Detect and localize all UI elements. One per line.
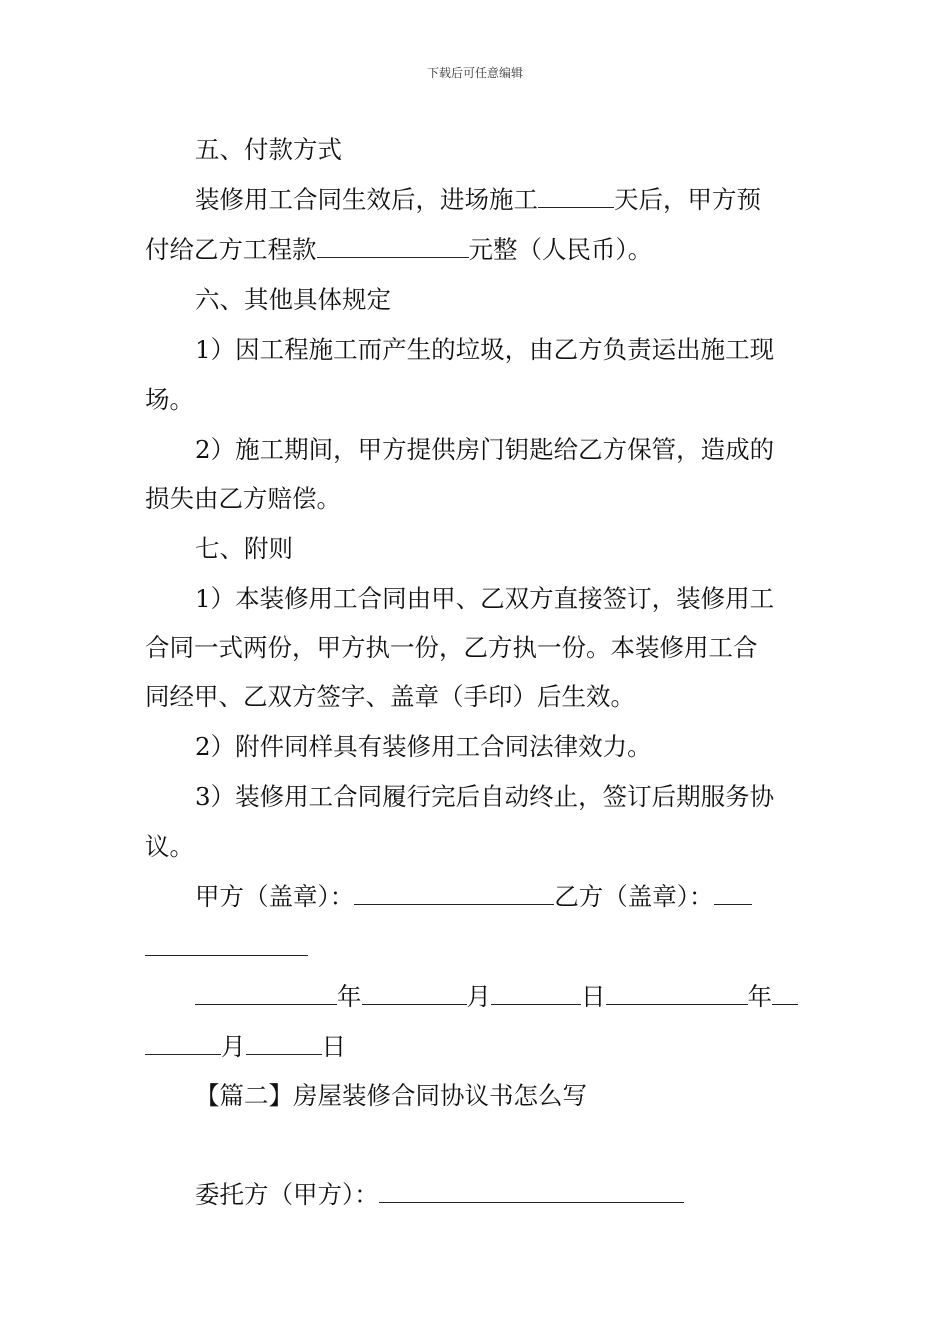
paragraph-appendix-3-line1: 3）装修用工合同履行完后自动终止，签订后期服务协 [195,782,775,811]
date-blank [246,1032,322,1055]
part-2-heading: 【篇二】房屋装修合同协议书怎么写 [195,1081,587,1110]
date-blank [145,1032,221,1055]
date-blank [195,982,337,1005]
date-blank [772,982,798,1005]
paragraph-appendix-1-line2: 合同一式两份，甲方执一份，乙方执一份。本装修用工合 [145,633,758,662]
client-blank [379,1180,684,1203]
party-a-label: 甲方（盖章）： [195,882,355,911]
party-b-label: 乙方（盖章）： [554,882,714,911]
date-blank [491,982,581,1005]
paragraph-payment-line2 [145,233,652,267]
paragraph-appendix-2: 2）附件同样具有装修用工合同法律效力。 [195,732,652,761]
month-label: 月 [466,982,491,1011]
section-6-title: 六、其他具体规定 [195,285,391,314]
signature-line [195,880,752,914]
year-label: 年 [747,982,772,1011]
day-label: 日 [581,982,606,1011]
date-line-1 [195,980,798,1014]
client-line [195,1178,684,1212]
client-label: 委托方（甲方）： [195,1180,379,1209]
month-label: 月 [221,1032,246,1061]
party-a-blank [354,882,554,905]
year-label: 年 [337,982,362,1011]
paragraph-appendix-1-line3: 同经甲、乙双方签字、盖章（手印）后生效。 [145,682,635,711]
date-blank [362,982,467,1005]
section-7-title: 七、附则 [195,534,293,563]
paragraph-text: 装修用工合同生效后，进场施工 [195,185,538,214]
paragraph-rule-2-line2: 损失由乙方赔偿。 [145,484,341,513]
paragraph-text: 天后，甲方预 [614,185,761,214]
paragraph-text: 付给乙方工程款 [145,235,317,264]
date-line-2 [145,1030,346,1064]
day-label: 日 [321,1032,346,1061]
page-header: 下载后可任意编辑 [426,66,523,80]
paragraph-appendix-1-line1: 1）本装修用工合同由甲、乙双方直接签订，装修用工 [195,584,775,613]
paragraph-rule-1-line1: 1）因工程施工而产生的垃圾，由乙方负责运出施工现 [195,335,775,364]
paragraph-appendix-3-line2: 议。 [145,832,194,861]
paragraph-rule-2-line1: 2）施工期间，甲方提供房门钥匙给乙方保管，造成的 [195,435,775,464]
section-5-title: 五、付款方式 [195,135,342,164]
party-b-blank [714,882,752,905]
party-b-blank-continued [145,955,308,956]
date-blank [606,982,748,1005]
paragraph-text: 元整（人民币）。 [468,235,653,264]
paragraph-payment-line1 [195,183,761,217]
blank-amount [317,235,469,258]
blank-days [538,185,614,208]
paragraph-rule-1-line2: 场。 [145,385,194,414]
